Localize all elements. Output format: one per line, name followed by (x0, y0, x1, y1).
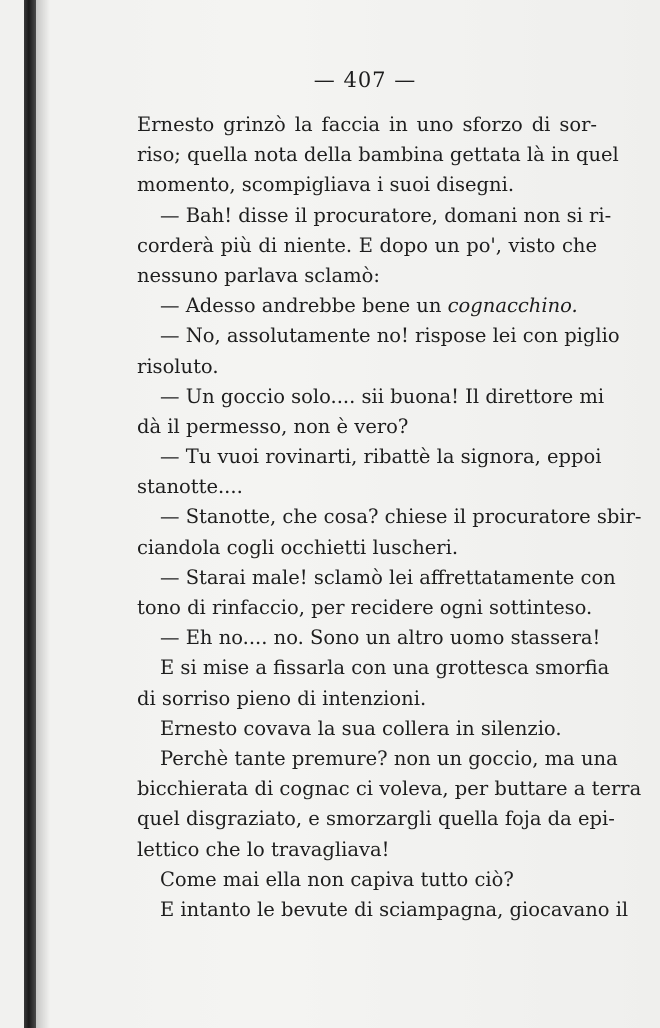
text-line: Ernesto covava la sua collera in silenzio. (160, 716, 562, 740)
text-line: risoluto. (137, 354, 219, 378)
book-spine (24, 0, 36, 1028)
text-line: Ernesto grinzò la faccia in uno sforzo di sor- (137, 113, 597, 136)
body-text (137, 110, 642, 925)
text-line: momento, scompigliava i suoi disegni. (137, 173, 515, 197)
text-line: bicchierata di cognac ci voleva, per buttare a terra (137, 777, 642, 801)
text-line: — Un goccio solo.... sii buona! Il direttore mi (160, 384, 605, 408)
text-line: stanotte.... (137, 475, 243, 499)
spine-shadow (36, 0, 50, 1028)
italic-word: cognacchino. (447, 294, 578, 318)
text-line: riso; quella nota della bambina gettata là in quel (137, 143, 619, 167)
text-line: Perchè tante premure? non un goccio, ma una (160, 746, 618, 770)
text-line: ciandola cogli occhietti luscheri. (137, 535, 459, 559)
text-line: — Stanotte, che cosa? chiese il procuratore sbir- (160, 505, 642, 529)
text-line: Come mai ella non capiva tutto ciò? (160, 867, 514, 891)
text-line: — Tu vuoi rovinarti, ribattè la signora, eppoi (160, 445, 602, 469)
text-line: corderà più di niente. E dopo un po', visto che (137, 233, 597, 257)
text-line: — Starai male! sclamò lei affrettatamente con (160, 565, 616, 589)
text-line: di sorriso pieno di intenzioni. (137, 686, 427, 710)
text-line: E intanto le bevute di sciampagna, giocavano il (160, 897, 629, 921)
page-number: — 407 — (313, 68, 417, 92)
text-line: — Bah! disse il procuratore, domani non si ri- (160, 203, 612, 227)
text-line: E si mise a fissarla con una grottesca smorfia (160, 656, 610, 680)
text-line: nessuno parlava sclamò: (137, 263, 380, 287)
text-line: — Adesso andrebbe bene un cognacchino. (160, 294, 578, 318)
text-line: quel disgraziato, e smorzargli quella foja da epi- (137, 807, 615, 831)
text-line: — Eh no.... no. Sono un altro uomo stassera! (160, 626, 601, 650)
text-line: dà il permesso, non è vero? (137, 414, 409, 438)
text-line: tono di rinfaccio, per recidere ogni sottinteso. (137, 596, 593, 619)
text-line: — No, assolutamente no! rispose lei con piglio (160, 324, 620, 348)
text-line: lettico che lo travagliava! (137, 837, 390, 861)
